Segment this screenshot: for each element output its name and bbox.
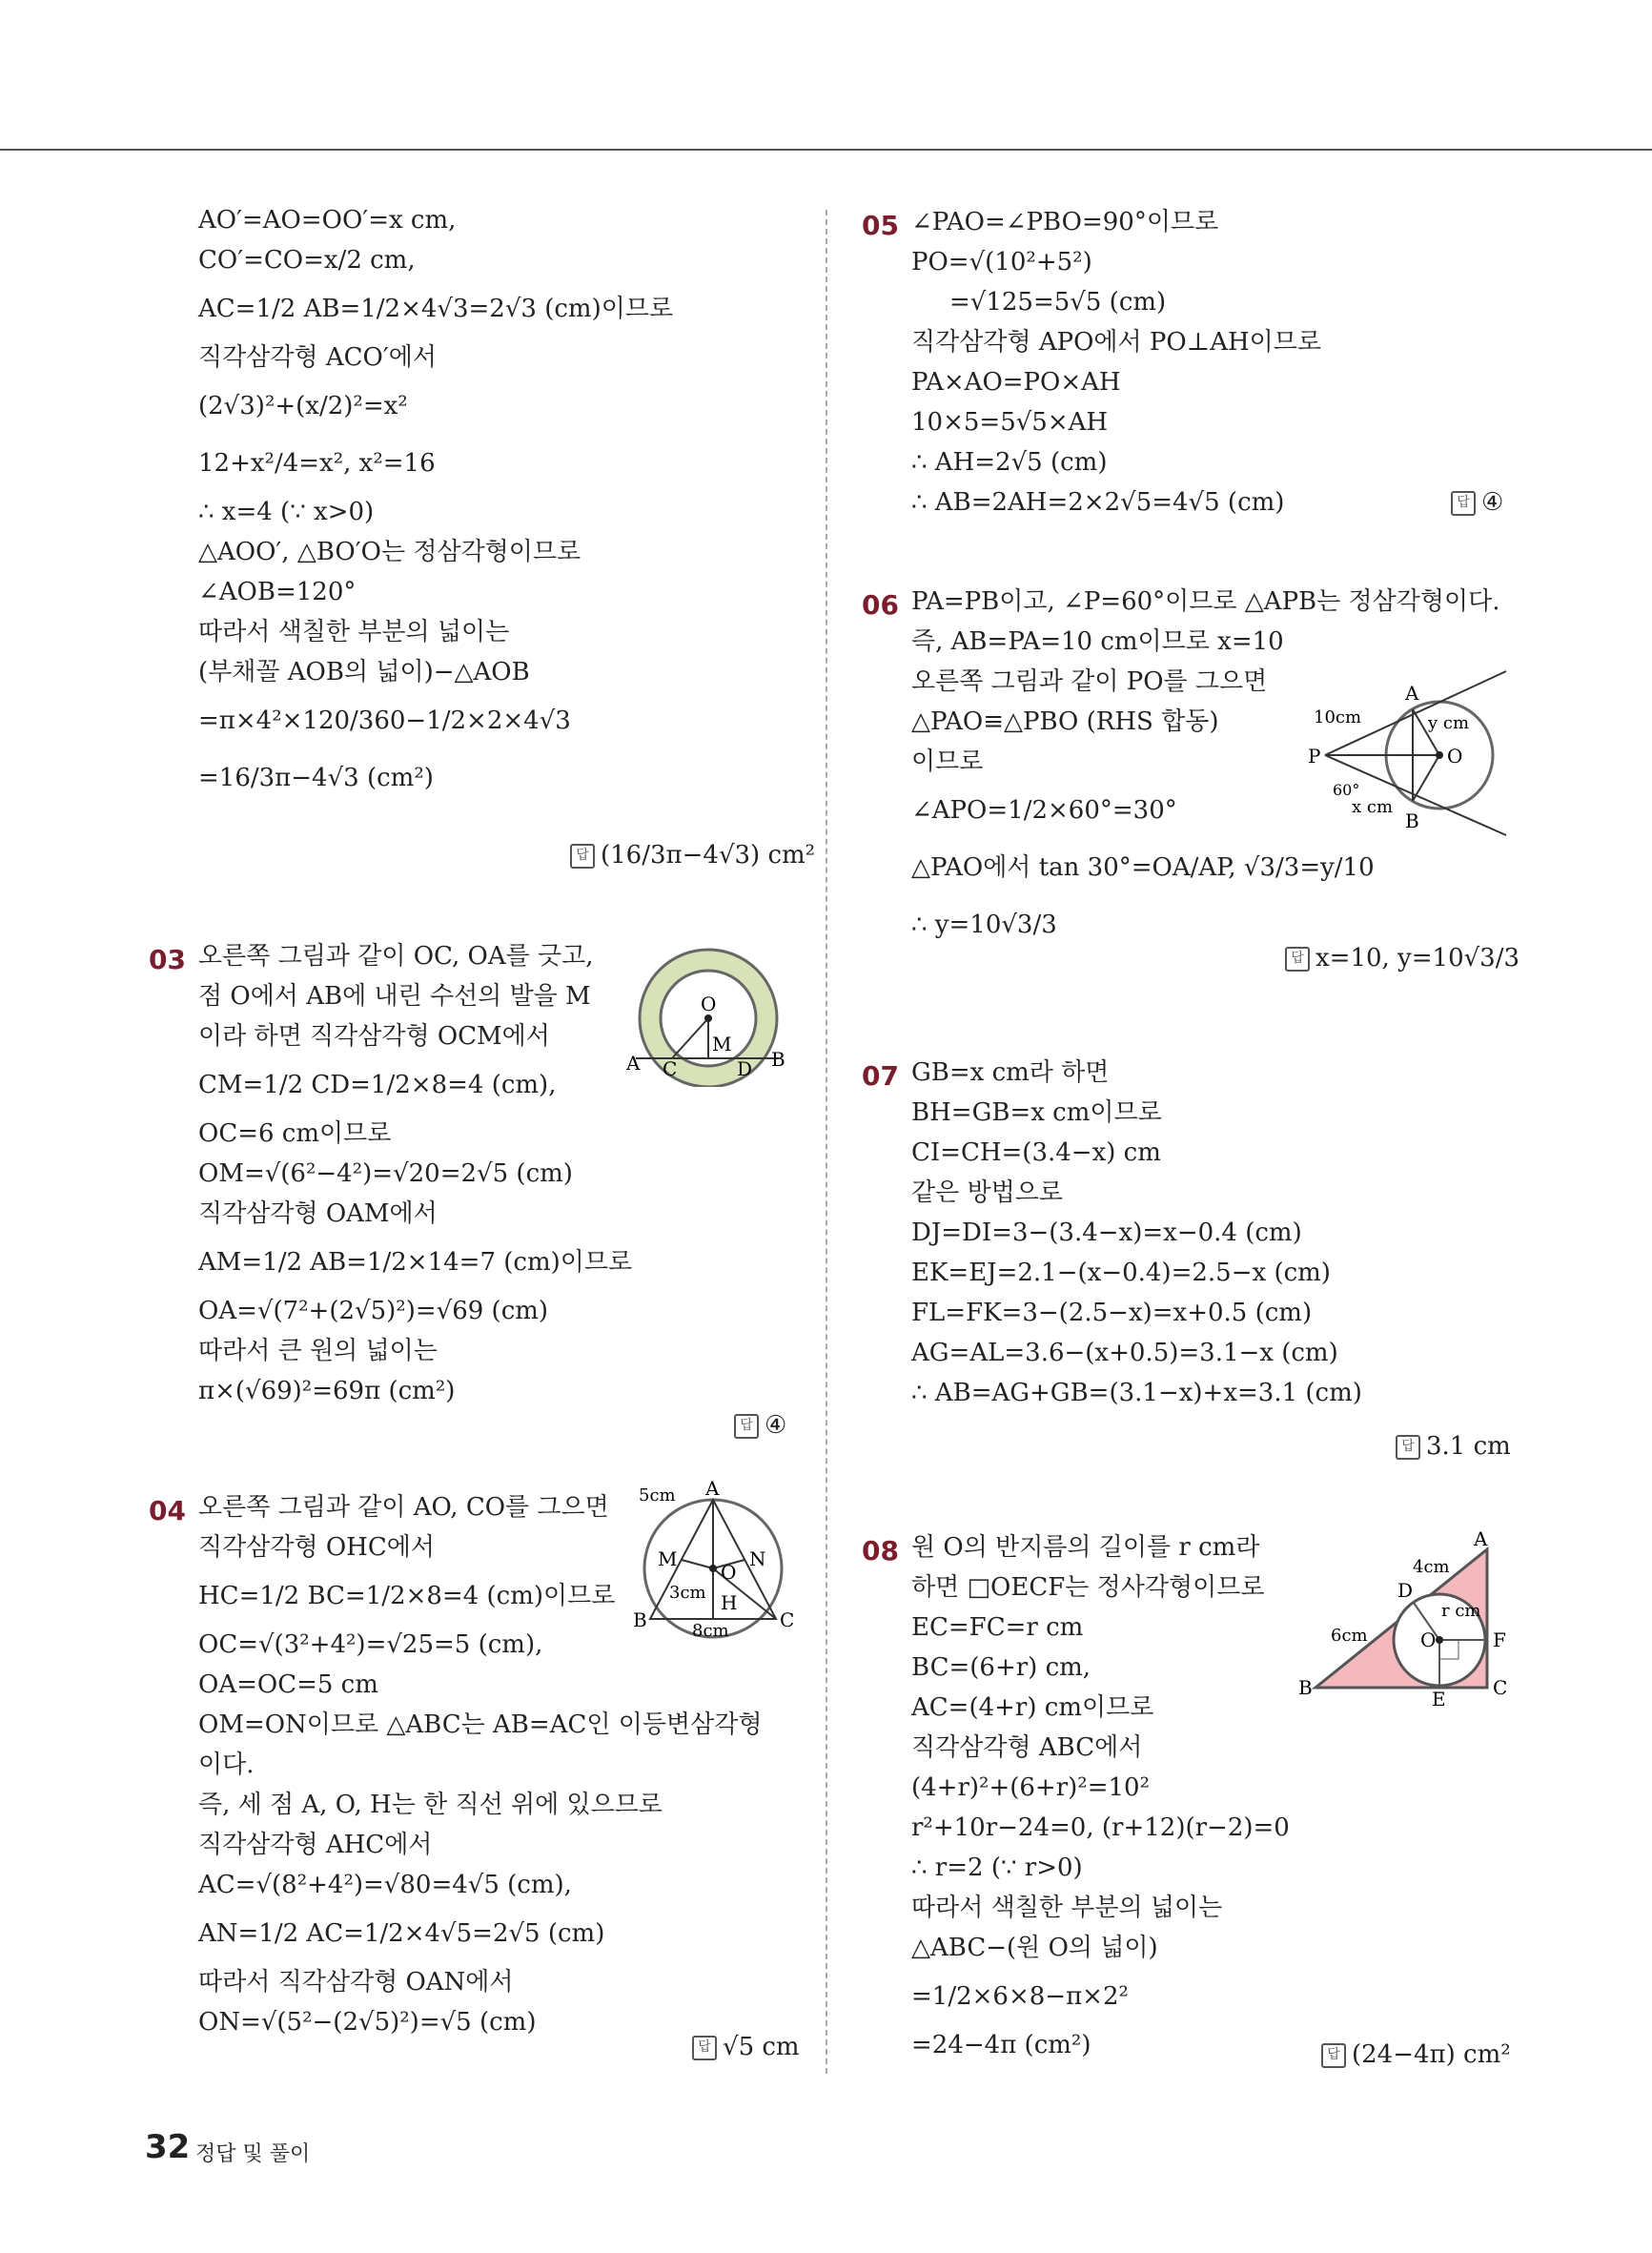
label-3cm: 3cm	[669, 1583, 706, 1603]
label-b: B	[1405, 809, 1419, 832]
label-e: E	[1432, 1688, 1446, 1707]
text-line: OC=6 cm이므로	[198, 1119, 392, 1148]
text-line: EC=FC=r cm	[911, 1613, 1084, 1642]
text-line: 따라서 색칠한 부분의 넓이는	[198, 618, 510, 646]
center-point	[709, 1565, 717, 1572]
text-line: 이다.	[198, 1751, 255, 1779]
text-line: PO=√(10²+5²)	[911, 248, 1092, 277]
text-line: 따라서 직각삼각형 OAN에서	[198, 1968, 514, 1997]
answer-icon: 답	[734, 1414, 759, 1439]
problem-07	[911, 1053, 1521, 1413]
text-line: AM=1/2 AB=1/2×14=7 (cm)이므로	[198, 1248, 633, 1277]
text-line: 점 O에서 AB에 내린 수선의 발을 M	[198, 982, 591, 1011]
answer-03: 답 ④	[734, 1411, 786, 1440]
text-line: GB=x cm라 하면	[911, 1058, 1110, 1087]
text-line: ∴ r=2 (∵ r>0)	[911, 1854, 1083, 1882]
text-line: 이므로	[911, 748, 984, 776]
text-line: 따라서 색칠한 부분의 넓이는	[911, 1894, 1223, 1922]
text-line: △ABC−(원 O의 넓이)	[911, 1934, 1158, 1962]
answer-icon: 답	[1396, 1435, 1420, 1460]
text-line: CM=1/2 CD=1/2×8=4 (cm),	[198, 1071, 557, 1099]
text-line: PA×AO=PO×AH	[911, 368, 1121, 397]
text-line: AC=1/2 AB=1/2×4√3=2√3 (cm)이므로	[198, 295, 674, 323]
problem-number: 08	[862, 1535, 899, 1567]
answer-icon: 답	[1285, 947, 1310, 972]
text-line: OM=√(6²−4²)=√20=2√5 (cm)	[198, 1159, 573, 1188]
figure-04	[629, 1478, 801, 1645]
text-line: HC=1/2 BC=1/2×8=4 (cm)이므로	[198, 1582, 616, 1610]
label-c: C	[780, 1608, 795, 1631]
label-rcm: r cm	[1441, 1601, 1481, 1621]
label-5cm: 5cm	[639, 1485, 676, 1505]
text-line: =√125=5√5 (cm)	[949, 288, 1167, 317]
text-line: (2√3)²+(x/2)²=x²	[198, 392, 408, 420]
text-line: 직각삼각형 ABC에서	[911, 1733, 1143, 1762]
text-line: (부채꼴 AOB의 넓이)−△AOB	[198, 658, 530, 686]
text-line: △AOO′, △BO′O는 정삼각형이므로	[198, 538, 581, 566]
text-line: 즉, AB=PA=10 cm이므로 x=10	[911, 627, 1284, 656]
text-line: 직각삼각형 APO에서 PO⊥AH이므로	[911, 328, 1321, 357]
answer-08: 답 (24−4π) cm²	[1321, 2040, 1511, 2069]
center-point	[704, 1014, 712, 1022]
answer-07: 답 3.1 cm	[1396, 1432, 1511, 1461]
text-line: OA=√(7²+(2√5)²)=√69 (cm)	[198, 1297, 549, 1325]
page-number: 32	[145, 2128, 191, 2166]
text-line: AN=1/2 AC=1/2×4√5=2√5 (cm)	[198, 1919, 605, 1948]
text-line: ON=√(5²−(2√5)²)=√5 (cm)	[198, 2008, 537, 2037]
problem-number: 07	[862, 1060, 899, 1092]
label-m: M	[658, 1547, 678, 1570]
label-a: A	[705, 1478, 720, 1500]
text-line: =π×4²×120/360−1/2×2×4√3	[198, 707, 571, 735]
label-b: B	[1298, 1676, 1313, 1699]
problem-number: 04	[149, 1495, 186, 1526]
label-a: A	[1405, 682, 1419, 705]
text-line: 즉, 세 점 A, O, H는 한 직선 위에 있으므로	[198, 1791, 663, 1819]
text-line: △PAO에서 tan 30°=OA/AP, √3/3=y/10	[911, 853, 1375, 882]
text-line: r²+10r−24=0, (r+12)(r−2)=0	[911, 1813, 1290, 1842]
answer-intro: 답 (16/3π−4√3) cm²	[570, 841, 815, 870]
label-h: H	[721, 1591, 738, 1614]
label-b: B	[633, 1608, 647, 1631]
text-line: PA=PB이고, ∠P=60°이므로 △APB는 정삼각형이다.	[911, 587, 1500, 616]
text-line: 같은 방법으로	[911, 1178, 1063, 1207]
label-d: D	[737, 1057, 753, 1080]
text-line: 직각삼각형 OHC에서	[198, 1533, 435, 1562]
center-point	[1436, 1636, 1443, 1644]
segment-om	[682, 1560, 713, 1568]
label-c: C	[663, 1057, 678, 1080]
text-line: AG=AL=3.6−(x+0.5)=3.1−x (cm)	[911, 1339, 1338, 1367]
text-line: ∴ y=10√3/3	[911, 911, 1057, 939]
answer-icon: 답	[692, 2036, 717, 2060]
label-10cm: 10cm	[1314, 707, 1362, 727]
text-line: 하면 □OECF는 정사각형이므로	[911, 1573, 1265, 1602]
answer-04: 답 √5 cm	[692, 2033, 800, 2061]
label-f: F	[1493, 1628, 1506, 1651]
label-o: O	[701, 993, 717, 1015]
problem-05	[911, 202, 1521, 522]
text-line: EK=EJ=2.1−(x−0.4)=2.5−x (cm)	[911, 1259, 1331, 1287]
label-60deg: 60°	[1333, 781, 1360, 799]
text-line: π×(√69)²=69π (cm²)	[198, 1377, 456, 1405]
problem-number: 05	[862, 210, 899, 241]
answer-06: 답 x=10, y=10√3/3	[1285, 944, 1519, 973]
text-line: OM=ON이므로 △ABC는 AB=AC인 이등변삼각형	[198, 1710, 763, 1739]
text-line: BH=GB=x cm이므로	[911, 1098, 1162, 1127]
problem-number: 06	[862, 589, 899, 621]
answer-icon: 답	[1321, 2043, 1346, 2068]
label-c: C	[1493, 1676, 1508, 1699]
problem-number: 03	[149, 944, 186, 975]
header-rule	[0, 149, 1652, 151]
text-line: CO′=CO=x/2 cm,	[198, 246, 416, 275]
text-line: 10×5=5√5×AH	[911, 408, 1109, 437]
text-line: OC=√(3²+4²)=√25=5 (cm),	[198, 1630, 543, 1659]
text-line: =16/3π−4√3 (cm²)	[198, 764, 434, 792]
answer-05: 답 ④	[1451, 488, 1503, 517]
text-line: ∠APO=1/2×60°=30°	[911, 796, 1177, 825]
figure-06	[1306, 667, 1525, 839]
label-o: O	[1447, 745, 1463, 768]
label-d: D	[1397, 1579, 1414, 1602]
label-6cm: 6cm	[1331, 1626, 1368, 1646]
label-o: O	[1420, 1628, 1437, 1651]
text-line: ∴ AB=AG+GB=(3.1−x)+x=3.1 (cm)	[911, 1379, 1362, 1407]
label-m: M	[712, 1033, 732, 1055]
label-a: A	[1474, 1530, 1488, 1550]
text-line: 따라서 큰 원의 넓이는	[198, 1337, 438, 1365]
label-4cm: 4cm	[1413, 1557, 1450, 1577]
text-line: CI=CH=(3.4−x) cm	[911, 1138, 1161, 1167]
text-line: 이라 하면 직각삼각형 OCM에서	[198, 1022, 550, 1051]
text-line: 직각삼각형 OAM에서	[198, 1199, 438, 1228]
left-column	[198, 200, 808, 807]
label-8cm: 8cm	[692, 1621, 729, 1641]
page-label: 정답 및 풀이	[195, 2142, 311, 2166]
text-line: (4+r)²+(6+r)²=10²	[911, 1773, 1151, 1802]
text-line: 오른쪽 그림과 같이 OC, OA를 긋고,	[198, 942, 594, 971]
label-p: P	[1308, 745, 1321, 768]
text-line: 원 O의 반지름의 길이를 r cm라	[911, 1533, 1260, 1562]
text-line: 직각삼각형 AHC에서	[198, 1831, 433, 1859]
answer-icon: 답	[570, 844, 595, 869]
text-line: ∠AOB=120°	[198, 578, 357, 606]
text-line: ∠PAO=∠PBO=90°이므로	[911, 208, 1219, 236]
figure-03	[624, 944, 796, 1087]
intro-solution	[198, 200, 808, 807]
text-line: ∴ AB=2AH=2×2√5=4√5 (cm)	[911, 488, 1285, 517]
text-line: =24−4π (cm²)	[911, 2031, 1091, 2059]
text-line: △PAO≡△PBO (RHS 합동)	[911, 707, 1219, 736]
label-ycm: y cm	[1428, 713, 1470, 733]
text-line: OA=OC=5 cm	[198, 1670, 378, 1699]
text-line: ∴ AH=2√5 (cm)	[911, 448, 1108, 477]
figure-08	[1296, 1530, 1516, 1707]
text-line: 12+x²/4=x², x²=16	[198, 449, 436, 478]
text-line: BC=(6+r) cm,	[911, 1653, 1091, 1682]
text-line: ∴ x=4 (∵ x>0)	[198, 498, 375, 526]
text-line: 오른쪽 그림과 같이 PO를 그으면	[911, 667, 1268, 696]
label-n: N	[749, 1547, 766, 1570]
answer-icon: 답	[1451, 491, 1476, 516]
text-line: AC=(4+r) cm이므로	[911, 1693, 1154, 1722]
text-line: 오른쪽 그림과 같이 AO, CO를 그으면	[198, 1493, 609, 1522]
segment-bo	[1413, 755, 1439, 801]
center-point	[1436, 751, 1443, 759]
text-line: 직각삼각형 ACO′에서	[198, 343, 437, 372]
label-b: B	[771, 1048, 785, 1071]
text-line: DJ=DI=3−(3.4−x)=x−0.4 (cm)	[911, 1219, 1302, 1247]
text-line: AC=√(8²+4²)=√80=4√5 (cm),	[198, 1871, 572, 1899]
label-o: O	[721, 1561, 737, 1584]
text-line: AO′=AO=OO′=x cm,	[198, 206, 457, 235]
text-line: =1/2×6×8−π×2²	[911, 1982, 1129, 2011]
label-xcm: x cm	[1352, 797, 1394, 817]
label-a: A	[626, 1052, 641, 1075]
text-line: FL=FK=3−(2.5−x)=x+0.5 (cm)	[911, 1299, 1313, 1327]
